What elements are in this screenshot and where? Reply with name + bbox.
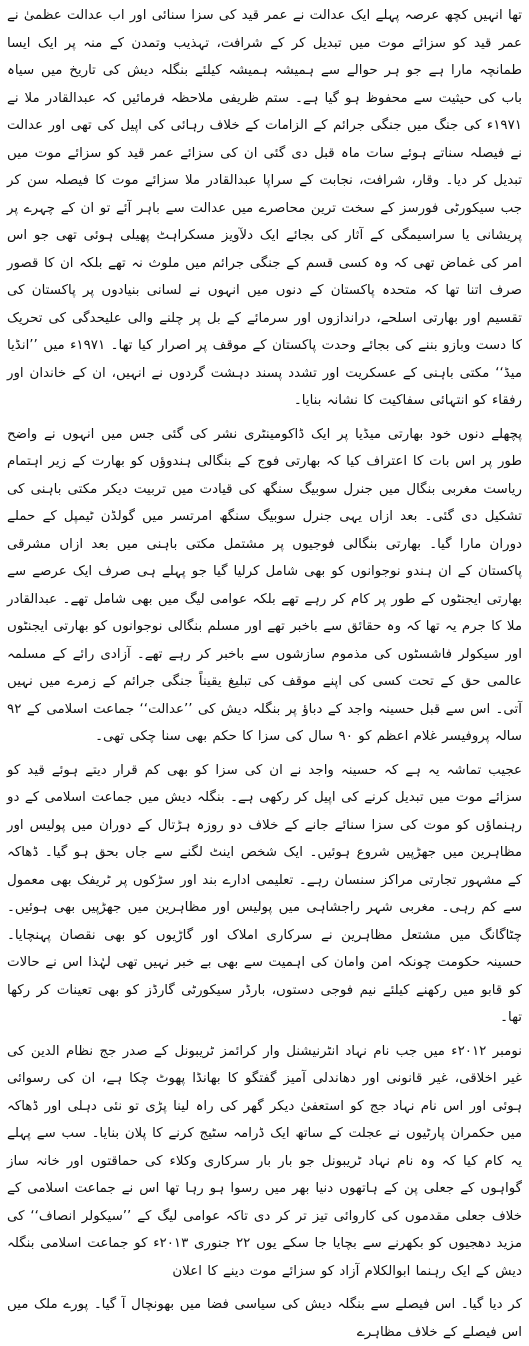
article-paragraph: تھا انہیں کچھ عرصہ پہلے ایک عدالت نے عمر قید کی سزا سنائی اور اب عدالت عظمیٰ نے عمر قید کو سزائے موت میں تبدیل کر کے شرافت، تہذیب وتمدن کے منہ پر ایک ایسا طمانچہ مارا ہے جو ہر حوالے سے ہمیشہ ہمیشہ کیلئے بنگلہ دیش کی تاریخ میں سیاہ باب کی حیثیت سے محفوظ ہو گیا ہے۔ ستم ظریفی ملاحظہ فرمائیں کہ عبدالقادر ملا نے ۱۹۷۱ء کی جنگ میں جنگی جرائم کے الزامات کے خلاف رہائی کی اپیل کی تھی اور عدالت نے فیصلہ سناتے ہوئے سات ماہ قبل دی گئی ان کی سزائے عمر قید کو سزائے موت میں تبدیل کر دیا۔ وقار، شرافت، نجابت کے سراپا عبدالقادر ملا سزائے موت کا فیصلہ سن کر جب سیکورٹی فورسز کے سخت ترین محاصرے میں عدالت سے باہر آئے تو ان کے چہرے پر پریشانی یا سراسیمگی کے آثار کی بجائے ایک دلآویز مسکراہٹ پھیلی ہوئی تھی جو اس امر کی غماض تھی کہ وہ کسی قسم کے جنگی جرائم میں ملوث نہ تھے بلکہ ان کا قصور صرف اتنا تھا کہ متحدہ پاکستان کے دنوں میں انہوں نے لسانی بنیادوں پر پاکستان کی تقسیم اور بھارتی اسلحے، دراندازوں اور سرمائے کے بل پر چلنے والی علیحدگی کی تحریک کا دست وبازو بننے کی بجائے وحدت پاکستان کے موقف پر اصرار کیا تھا۔ ۱۹۷۱ء میں ’’انڈیا میڈ‘‘ مکتی باہنی کے عسکریت اور تشدد پسند دہشت گردوں نے انہیں، ان کے خاندان اور رفقاء کو انتہائی سفاکیت کا نشانہ بنایا۔: [7, 8, 522, 408]
article-paragraph: پچھلے دنوں خود بھارتی میڈیا پر ایک ڈاکومینٹری نشر کی گئی جس میں انہوں نے واضح طور پر اس بات کا اعتراف کیا کہ بھارتی فوج کے بنگالی ہندوؤں کو بھارت کے زیر اہتمام ریاست مغربی بنگال میں جنرل سوبیگ سنگھ کی قیادت میں تربیت دیکر مکتی باہنی کی تشکیل دی گئی۔ بعد ازاں یہی جنرل سوبیگ سنگھ امرتسر میں گولڈن ٹیمپل کے حملے دوران مارا گیا۔ بھارتی بنگالی فوجیوں پر مشتمل مکتی باہنی میں بعد ازاں مشرقی پاکستان کے ان ہندو نوجوانوں کو بھی شامل کرلیا گیا جو پہلے ہی صرف ایک عرصے سے بھارتی ایجنٹوں کے طور پر کام کر رہے تھے بلکہ عوامی لیگ میں بھی شامل تھے۔ عبدالقادر ملا کا جرم یہ تھا کہ وہ حقائق سے باخبر تھے اور مسلم بنگالی نوجوانوں کو بھارتی ایجنٹوں اور سیکولر فاشسٹوں کی مذموم سازشوں سے باخبر کر رہے تھے۔ آزادی رائے کے مسلمہ عالمی حق کے تحت کسی کی اپنے موقف کی تبلیغ یقیناً جنگی جرائم کے زمرے میں نہیں آتی۔ اس سے قبل حسینہ واجد کے دباؤ پر بنگلہ دیش کی ’’عدالت‘‘ جماعت اسلامی کے ۹۲ سالہ پروفیسر غلام اعظم کو ۹۰ سال کی سزا کا حکم بھی سنا چکی تھی۔: [7, 426, 522, 744]
article-paragraph: کر دیا گیا۔ اس فیصلے سے بنگلہ دیش کی سیاسی فضا میں بھونچال آ گیا۔ پورے ملک میں اس فیصلے کے خلاف مظاہرے: [7, 1297, 522, 1340]
article-paragraph: عجیب تماشہ یہ ہے کہ حسینہ واجد نے ان کی سزا کو بھی کم قرار دیتے ہوئے قید کو سزائے موت میں تبدیل کرنے کی اپیل کر رکھی ہے۔ بنگلہ دیش میں جماعت اسلامی کے دو رہنماؤں کو موت کی سزا سنائے جانے کے خلاف دو روزہ ہڑتال کے دوران میں پولیس اور مظاہرین میں جھڑپیں شروع ہوئیں۔ ایک شخص اینٹ لگنے سے جاں بحق ہو گیا۔ ڈھاکہ کے مشہور تجارتی مراکز سنسان رہے۔ تعلیمی ادارے بند اور سڑکوں پر ٹریفک بھی معمول سے کم رہی۔ مغربی شہر راجشاہی میں پولیس اور مظاہرین میں جھڑپیں بھی ہوئیں۔ چٹاگانگ میں مشتعل مظاہرین نے سرکاری املاک اور گاڑیوں کو بھی نقصان پہنچایا۔ حسینہ حکومت چونکہ امن وامان کی اہمیت سے بھی بے خبر نہیں تھی لہٰذا اس نے حالات کو قابو میں رکھنے کیلئے نیم فوجی دستوں، بارڈر سیکورٹی گارڈز کو بھی تعینات کر رکھا تھا۔: [7, 762, 522, 1025]
article-paragraph: نومبر ۲۰۱۲ء میں جب نام نہاد انٹرنیشنل وار کرائمز ٹریبونل کے صدر جج نظام الدین کی غیر اخلاقی، غیر قانونی اور دھاندلی آمیز گفتگو کا بھانڈا پھوٹ چکا ہے، ان کی رسوائی ہوئی اور اس نام نہاد جج کو استعفیٰ دیکر گھر کی راہ لینا پڑی تو نئی دہلی اور ڈھاکہ میں حکمران پارٹیوں نے عجلت کے ساتھ ایک ڈرامہ سٹیج کرنے کا پلان بنایا۔ سب سے پہلے یہ کام کیا کہ وہ نام نہاد ٹریبونل جو بار بار سرکاری وکلاء کی حماقتوں اور خانہ ساز گواہوں کے جعلی پن کے ہاتھوں دنیا بھر میں رسوا ہو رہا تھا اس نے جماعت اسلامی کے خلاف جعلی مقدموں کی کاروائی تیز تر کر دی تاکہ عوامی لیگ کے ’’سیکولر انصاف‘‘ کی مزید دھجیوں کو بکھرنے سے بچایا جا سکے یوں ۲۲ جنوری ۲۰۱۳ء کو جماعت اسلامی بنگلہ دیش کے ایک رہنما ابوالکلام آزاد کو سزائے موت دینے کا اعلان: [7, 1043, 522, 1279]
